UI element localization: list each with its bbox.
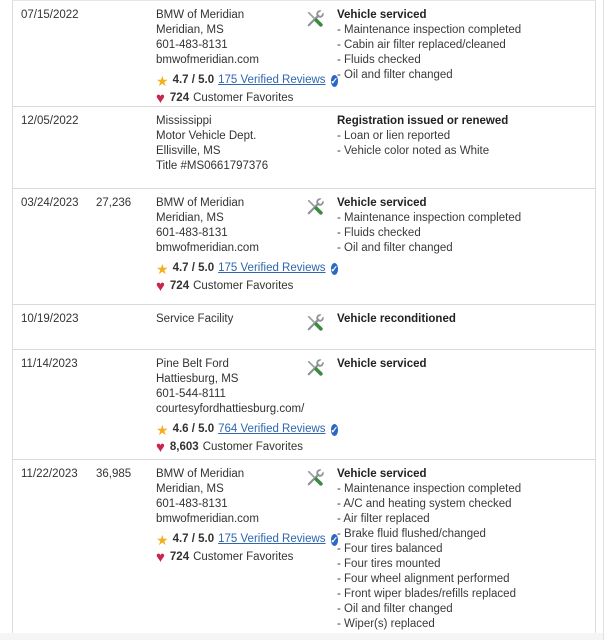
dealer-rating-row	[156, 421, 339, 438]
source-line: BMW of Meridian	[156, 9, 245, 21]
source-line: Mississippi	[156, 115, 212, 127]
record-date: 11/14/2023	[21, 358, 78, 370]
record-comments	[337, 196, 595, 304]
event-detail-line: - Four tires balanced	[337, 543, 443, 555]
record-comments	[337, 312, 595, 349]
source-line: bmwofmeridian.com	[156, 242, 259, 254]
event-detail-line: - Four wheel alignment performed	[337, 573, 510, 585]
heart-icon: ♥	[156, 277, 165, 295]
record-odometer: 27,236	[96, 197, 132, 209]
event-title: Vehicle serviced	[337, 9, 427, 21]
customer-favorites-row	[156, 550, 305, 565]
event-detail-line: - Oil and filter changed	[337, 603, 453, 615]
rating-value: 4.6 / 5.0	[172, 423, 215, 435]
favorites-label: Customer Favorites	[193, 92, 294, 104]
record-source	[156, 8, 339, 107]
event-title: Vehicle serviced	[337, 197, 427, 209]
source-line: Title #MS0661797376	[156, 160, 269, 172]
source-address	[156, 8, 305, 68]
record-date: 07/15/2022	[21, 9, 79, 21]
dealer-rating-row	[156, 260, 339, 277]
star-icon: ★	[156, 72, 169, 89]
event-detail-line: - Brake fluid flushed/changed	[337, 528, 486, 540]
record-source	[156, 357, 339, 459]
source-line: Meridian, MS	[156, 24, 224, 36]
customer-favorites-row	[156, 440, 305, 455]
source-address	[156, 357, 305, 417]
source-address	[156, 467, 305, 527]
event-detail-line: - Cabin air filter replaced/cleaned	[337, 39, 506, 51]
source-line: Motor Vehicle Dept.	[156, 130, 257, 142]
favorites-label: Customer Favorites	[193, 280, 294, 292]
event-details	[337, 482, 585, 632]
source-line: Meridian, MS	[156, 212, 224, 224]
verified-badge-icon: ✓	[330, 263, 339, 274]
event-detail-line: - Wiper(s) replaced	[337, 618, 435, 630]
favorites-count: 724	[169, 551, 190, 563]
source-line: 601-483-8131	[156, 227, 228, 239]
heart-icon: ♥	[156, 438, 165, 456]
event-title: Vehicle serviced	[337, 358, 427, 370]
verified-reviews-link[interactable]: 175 Verified Reviews	[218, 262, 326, 274]
icon-spacer	[305, 114, 337, 188]
event-detail-line: - Air filter replaced	[337, 513, 430, 525]
source-line: courtesyfordhattiesburg.com/	[156, 403, 305, 415]
source-line: BMW of Meridian	[156, 197, 245, 209]
record-odometer: 36,985	[96, 468, 132, 480]
source-line: BMW of Meridian	[156, 468, 245, 480]
event-title: Vehicle reconditioned	[337, 313, 456, 325]
record-source	[156, 114, 305, 188]
source-line: 601-544-8111	[156, 388, 226, 400]
source-line: bmwofmeridian.com	[156, 513, 259, 525]
event-detail-line: - Oil and filter changed	[337, 242, 453, 254]
service-tools-icon	[305, 312, 337, 349]
record-comments	[337, 357, 595, 459]
dealer-rating-row	[156, 72, 339, 89]
history-record-row	[13, 1, 595, 107]
favorites-count: 724	[169, 92, 190, 104]
event-detail-line: - Maintenance inspection completed	[337, 24, 522, 36]
record-odometer	[96, 8, 156, 106]
verified-reviews-link[interactable]: 175 Verified Reviews	[218, 74, 326, 86]
heart-icon: ♥	[156, 89, 165, 107]
source-line: Hattiesburg, MS	[156, 373, 239, 385]
record-comments	[337, 114, 595, 188]
favorites-count: 724	[169, 280, 190, 292]
customer-favorites-row	[156, 279, 305, 294]
customer-favorites-row	[156, 91, 305, 106]
event-detail-line: - Maintenance inspection completed	[337, 212, 522, 224]
history-record-row	[13, 107, 595, 189]
record-source	[156, 467, 339, 635]
verified-reviews-link[interactable]: 764 Verified Reviews	[218, 423, 326, 435]
page-right-border	[603, 0, 604, 640]
service-tools-icon	[305, 357, 337, 459]
event-title: Registration issued or renewed	[337, 115, 509, 127]
history-record-row	[13, 460, 595, 636]
favorites-label: Customer Favorites	[202, 441, 304, 453]
source-line: Ellisville, MS	[156, 145, 221, 157]
record-odometer	[96, 357, 156, 459]
source-address	[156, 114, 305, 174]
source-line: Pine Belt Ford	[156, 358, 229, 370]
favorites-label: Customer Favorites	[193, 551, 294, 563]
event-detail-line: - Fluids checked	[337, 54, 421, 66]
verified-badge-icon: ✓	[330, 534, 339, 545]
source-address	[156, 312, 305, 327]
event-detail-line: - Four tires mounted	[337, 558, 441, 570]
record-odometer	[96, 312, 156, 349]
star-icon: ★	[156, 421, 169, 438]
record-comments	[337, 8, 595, 106]
verified-badge-icon: ✓	[330, 424, 339, 435]
history-record-row	[13, 189, 595, 305]
record-date: 03/24/2023	[21, 197, 79, 209]
record-source	[156, 312, 305, 349]
star-icon: ★	[156, 531, 169, 548]
service-tools-icon	[305, 196, 337, 304]
vehicle-history-table	[12, 0, 596, 636]
service-tools-icon	[305, 467, 337, 635]
record-date: 11/22/2023	[21, 468, 78, 480]
event-detail-line: - Loan or lien reported	[337, 130, 451, 142]
verified-reviews-link[interactable]: 175 Verified Reviews	[218, 533, 326, 545]
source-line: Meridian, MS	[156, 483, 224, 495]
history-record-row	[13, 350, 595, 460]
event-detail-line: - Oil and filter changed	[337, 69, 453, 81]
source-line: bmwofmeridian.com	[156, 54, 259, 66]
star-icon: ★	[156, 260, 169, 277]
page-background-strip	[0, 633, 603, 640]
verified-badge-icon: ✓	[330, 75, 339, 86]
event-title: Vehicle serviced	[337, 468, 427, 480]
record-odometer	[96, 114, 156, 188]
event-detail-line: - Vehicle color noted as White	[337, 145, 490, 157]
source-address	[156, 196, 305, 256]
favorites-count: 8,603	[169, 441, 199, 453]
dealer-rating-row	[156, 531, 339, 548]
event-detail-line: - A/C and heating system checked	[337, 498, 512, 510]
source-line: 601-483-8131	[156, 498, 228, 510]
event-details	[337, 211, 585, 256]
source-line: Service Facility	[156, 313, 234, 325]
record-date: 10/19/2023	[21, 313, 79, 325]
history-record-row	[13, 305, 595, 350]
rating-value: 4.7 / 5.0	[172, 74, 215, 86]
event-detail-line: - Maintenance inspection completed	[337, 483, 522, 495]
record-date: 12/05/2022	[21, 115, 79, 127]
record-source	[156, 196, 339, 304]
record-comments	[337, 467, 595, 635]
event-detail-line: - Fluids checked	[337, 227, 421, 239]
rating-value: 4.7 / 5.0	[172, 533, 215, 545]
service-tools-icon	[305, 8, 337, 106]
source-line: 601-483-8131	[156, 39, 228, 51]
event-details	[337, 23, 585, 83]
heart-icon: ♥	[156, 548, 165, 566]
event-detail-line: - Front wiper blades/refills replaced	[337, 588, 516, 600]
event-details	[337, 129, 585, 159]
rating-value: 4.7 / 5.0	[172, 262, 215, 274]
